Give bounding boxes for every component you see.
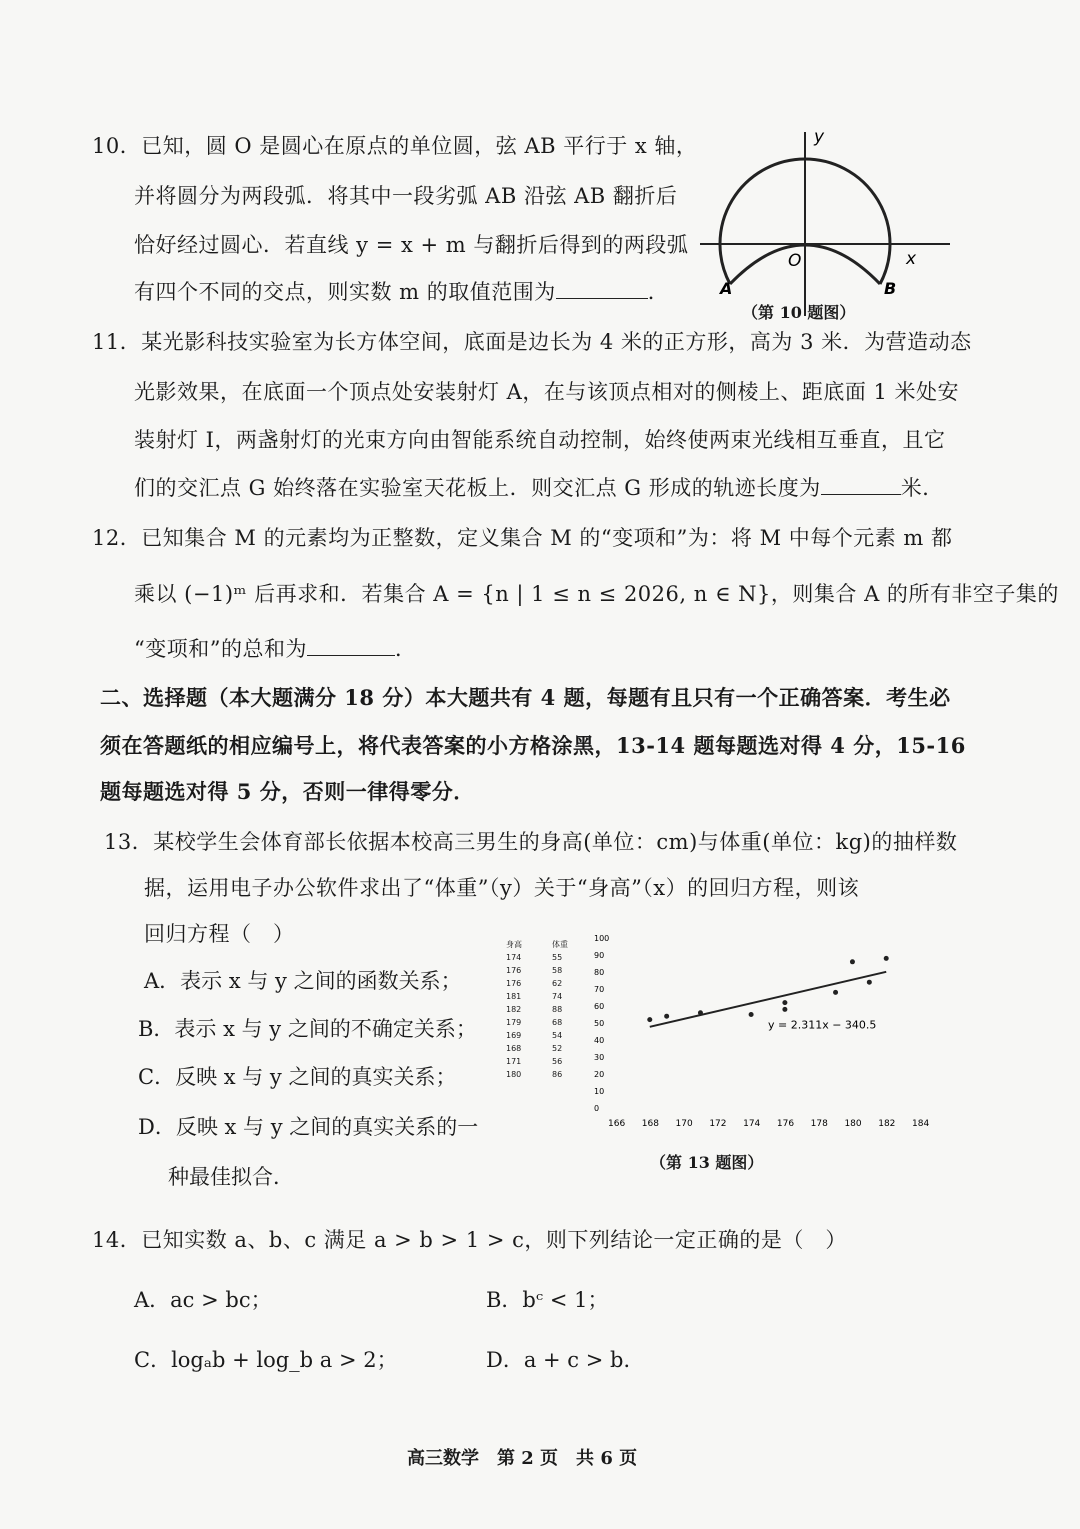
scatter-point	[749, 1012, 754, 1017]
q12-line-1: 12．已知集合 M 的元素均为正整数，定义集合 M 的“变项和”为：将 M 中每个元素 m 都	[92, 526, 953, 550]
scatter-point	[867, 980, 872, 985]
q13-line-1: 13．某校学生会体育部长依据本校高三男生的身高(单位：cm)与体重(单位：kg)的抽样数	[104, 830, 958, 854]
y-tick-label: 0	[594, 1104, 600, 1113]
x-tick-label: 166	[608, 1119, 626, 1129]
q14-option-c[interactable]: C．logₐb + log_b a > 2；	[134, 1348, 398, 1372]
table-row: 180 86	[506, 1070, 563, 1079]
q13-data-table	[506, 938, 568, 1081]
scatter-point	[884, 956, 889, 961]
q14-option-d[interactable]: D．a + c > b．	[486, 1348, 645, 1372]
table-row: 181 74	[506, 992, 563, 1001]
q13-caption: （第 13 题图）	[650, 1153, 764, 1172]
q10-line-4-end: ．	[647, 280, 670, 304]
section2-line-3: 题每题选对得 5 分，否则一律得零分．	[100, 779, 475, 804]
q13-scatter-chart	[590, 928, 940, 1138]
table-row: 171 56	[506, 1057, 563, 1066]
x-tick-label: 184	[912, 1119, 930, 1129]
q10-figure	[700, 124, 960, 324]
scatter-point	[647, 1017, 652, 1022]
q14-option-a[interactable]: A．ac > bc；	[134, 1288, 272, 1312]
q13-regression-equation: y = 2.311x − 340.5	[768, 1018, 877, 1032]
y-tick-label: 60	[594, 1002, 605, 1011]
q12-line-3-text: “变项和”的总和为	[134, 637, 307, 661]
q10-label-x: x	[906, 249, 917, 269]
table-row: 168 52	[506, 1044, 563, 1053]
q11-line-4-text: 们的交汇点 G 始终落在实验室天花板上．则交汇点 G 形成的轨迹长度为	[134, 476, 821, 500]
table-row: 174 55	[506, 953, 563, 962]
q10-answer-blank[interactable]	[556, 280, 648, 299]
q10-label-o: O	[788, 251, 802, 271]
q13-option-b[interactable]: B．表示 x 与 y 之间的不确定关系；	[138, 1017, 477, 1041]
x-tick-label: 172	[709, 1119, 727, 1129]
q13-line-3: 回归方程（ ）	[144, 922, 295, 946]
q13-table-header	[506, 938, 568, 951]
q13-line-2: 据，运用电子办公软件求出了“体重”（y）关于“身高”（x）的回归方程，则该	[144, 876, 860, 900]
q11-line-3: 装射灯 I，两盏射灯的光束方向由智能系统自动控制，始终使两束光线相互垂直，且它	[134, 428, 946, 452]
y-tick-label: 50	[594, 1019, 605, 1028]
scatter-point	[698, 1010, 703, 1015]
y-tick-label: 30	[594, 1053, 605, 1062]
scatter-point	[833, 990, 838, 995]
q11-line-4-end: 米．	[900, 476, 944, 500]
section2-line-1: 二、选择题（本大题满分 18 分）本大题共有 4 题，每题有且只有一个正确答案．考生必	[100, 685, 951, 710]
scatter-point	[664, 1014, 669, 1019]
x-tick-label: 178	[810, 1119, 828, 1129]
scatter-point	[850, 959, 855, 964]
q10-line-2: 并将圆分为两段弧．将其中一段劣弧 AB 沿弦 AB 翻折后	[134, 184, 678, 208]
q10-line-4-text: 有四个不同的交点，则实数 m 的取值范围为	[134, 280, 556, 304]
q13-option-d-line-2: 种最佳拟合．	[168, 1165, 294, 1189]
q13-table-header-weight: 体重	[552, 940, 568, 949]
q12-answer-blank[interactable]	[307, 637, 395, 656]
table-row: 179 68	[506, 1018, 563, 1027]
y-tick-label: 20	[594, 1070, 605, 1079]
y-tick-label: 100	[594, 934, 610, 943]
x-tick-label: 168	[641, 1119, 659, 1129]
q10-line-4	[134, 276, 669, 306]
y-tick-label: 80	[594, 968, 605, 977]
q11-line-4	[134, 472, 944, 502]
q10-label-b: B	[884, 279, 897, 298]
q12-line-2: 乘以 (−1)ᵐ 后再求和．若集合 A = {n | 1 ≤ n ≤ 2026, n ∈ N}，则集合 A 的所有非空子集的	[134, 582, 1059, 606]
q13-table-header-height: 身高	[506, 940, 522, 949]
x-tick-label: 170	[675, 1119, 693, 1129]
scatter-point	[782, 1000, 787, 1005]
y-tick-label: 10	[594, 1087, 605, 1096]
q14-option-b[interactable]: B．bᶜ < 1；	[486, 1288, 609, 1312]
q13-option-d-line-1[interactable]: D．反映 x 与 y 之间的真实关系的一	[138, 1115, 479, 1139]
page-footer: 高三数学 第 2 页 共 6 页	[407, 1448, 638, 1469]
y-tick-label: 40	[594, 1036, 605, 1045]
q13-option-c[interactable]: C．反映 x 与 y 之间的真实关系；	[138, 1065, 457, 1089]
q14-stem: 14．已知实数 a、b、c 满足 a > b > 1 > c，则下列结论一定正确的是（ ）	[92, 1228, 847, 1252]
table-row: 169 54	[506, 1031, 563, 1040]
scatter-point	[782, 1007, 787, 1012]
q10-line-3: 恰好经过圆心．若直线 y = x + m 与翻折后得到的两段弧	[134, 233, 689, 257]
x-tick-label: 180	[844, 1119, 862, 1129]
q11-line-1: 11．某光影科技实验室为长方体空间，底面是边长为 4 米的正方形，高为 3 米．为营造动态	[92, 330, 972, 354]
q12-line-3-end: ．	[394, 637, 417, 661]
q10-label-a: A	[720, 279, 733, 298]
q10-line-1: 10．已知，圆 O 是圆心在原点的单位圆，弦 AB 平行于 x 轴，	[92, 134, 698, 158]
table-row: 182 88	[506, 1005, 563, 1014]
q11-answer-blank[interactable]	[821, 476, 901, 495]
q12-line-3	[134, 633, 416, 663]
x-tick-label: 174	[743, 1119, 761, 1129]
x-tick-label: 176	[776, 1119, 795, 1129]
q10-caption: （第 10 题图）	[742, 303, 856, 322]
q10-label-y: y	[814, 127, 825, 147]
section2-line-2: 须在答题纸的相应编号上，将代表答案的小方格涂黑，13-14 题每题选对得 4 分，15-16	[100, 733, 966, 758]
table-row: 176 58	[506, 966, 563, 975]
y-tick-label: 70	[594, 985, 605, 994]
q13-option-a[interactable]: A．表示 x 与 y 之间的函数关系；	[144, 969, 462, 993]
q11-line-2: 光影效果，在底面一个顶点处安装射灯 A，在与该顶点相对的侧棱上、距底面 1 米处安	[134, 380, 960, 404]
y-tick-label: 90	[594, 951, 605, 960]
table-row: 176 62	[506, 979, 563, 988]
x-tick-label: 182	[878, 1119, 896, 1129]
